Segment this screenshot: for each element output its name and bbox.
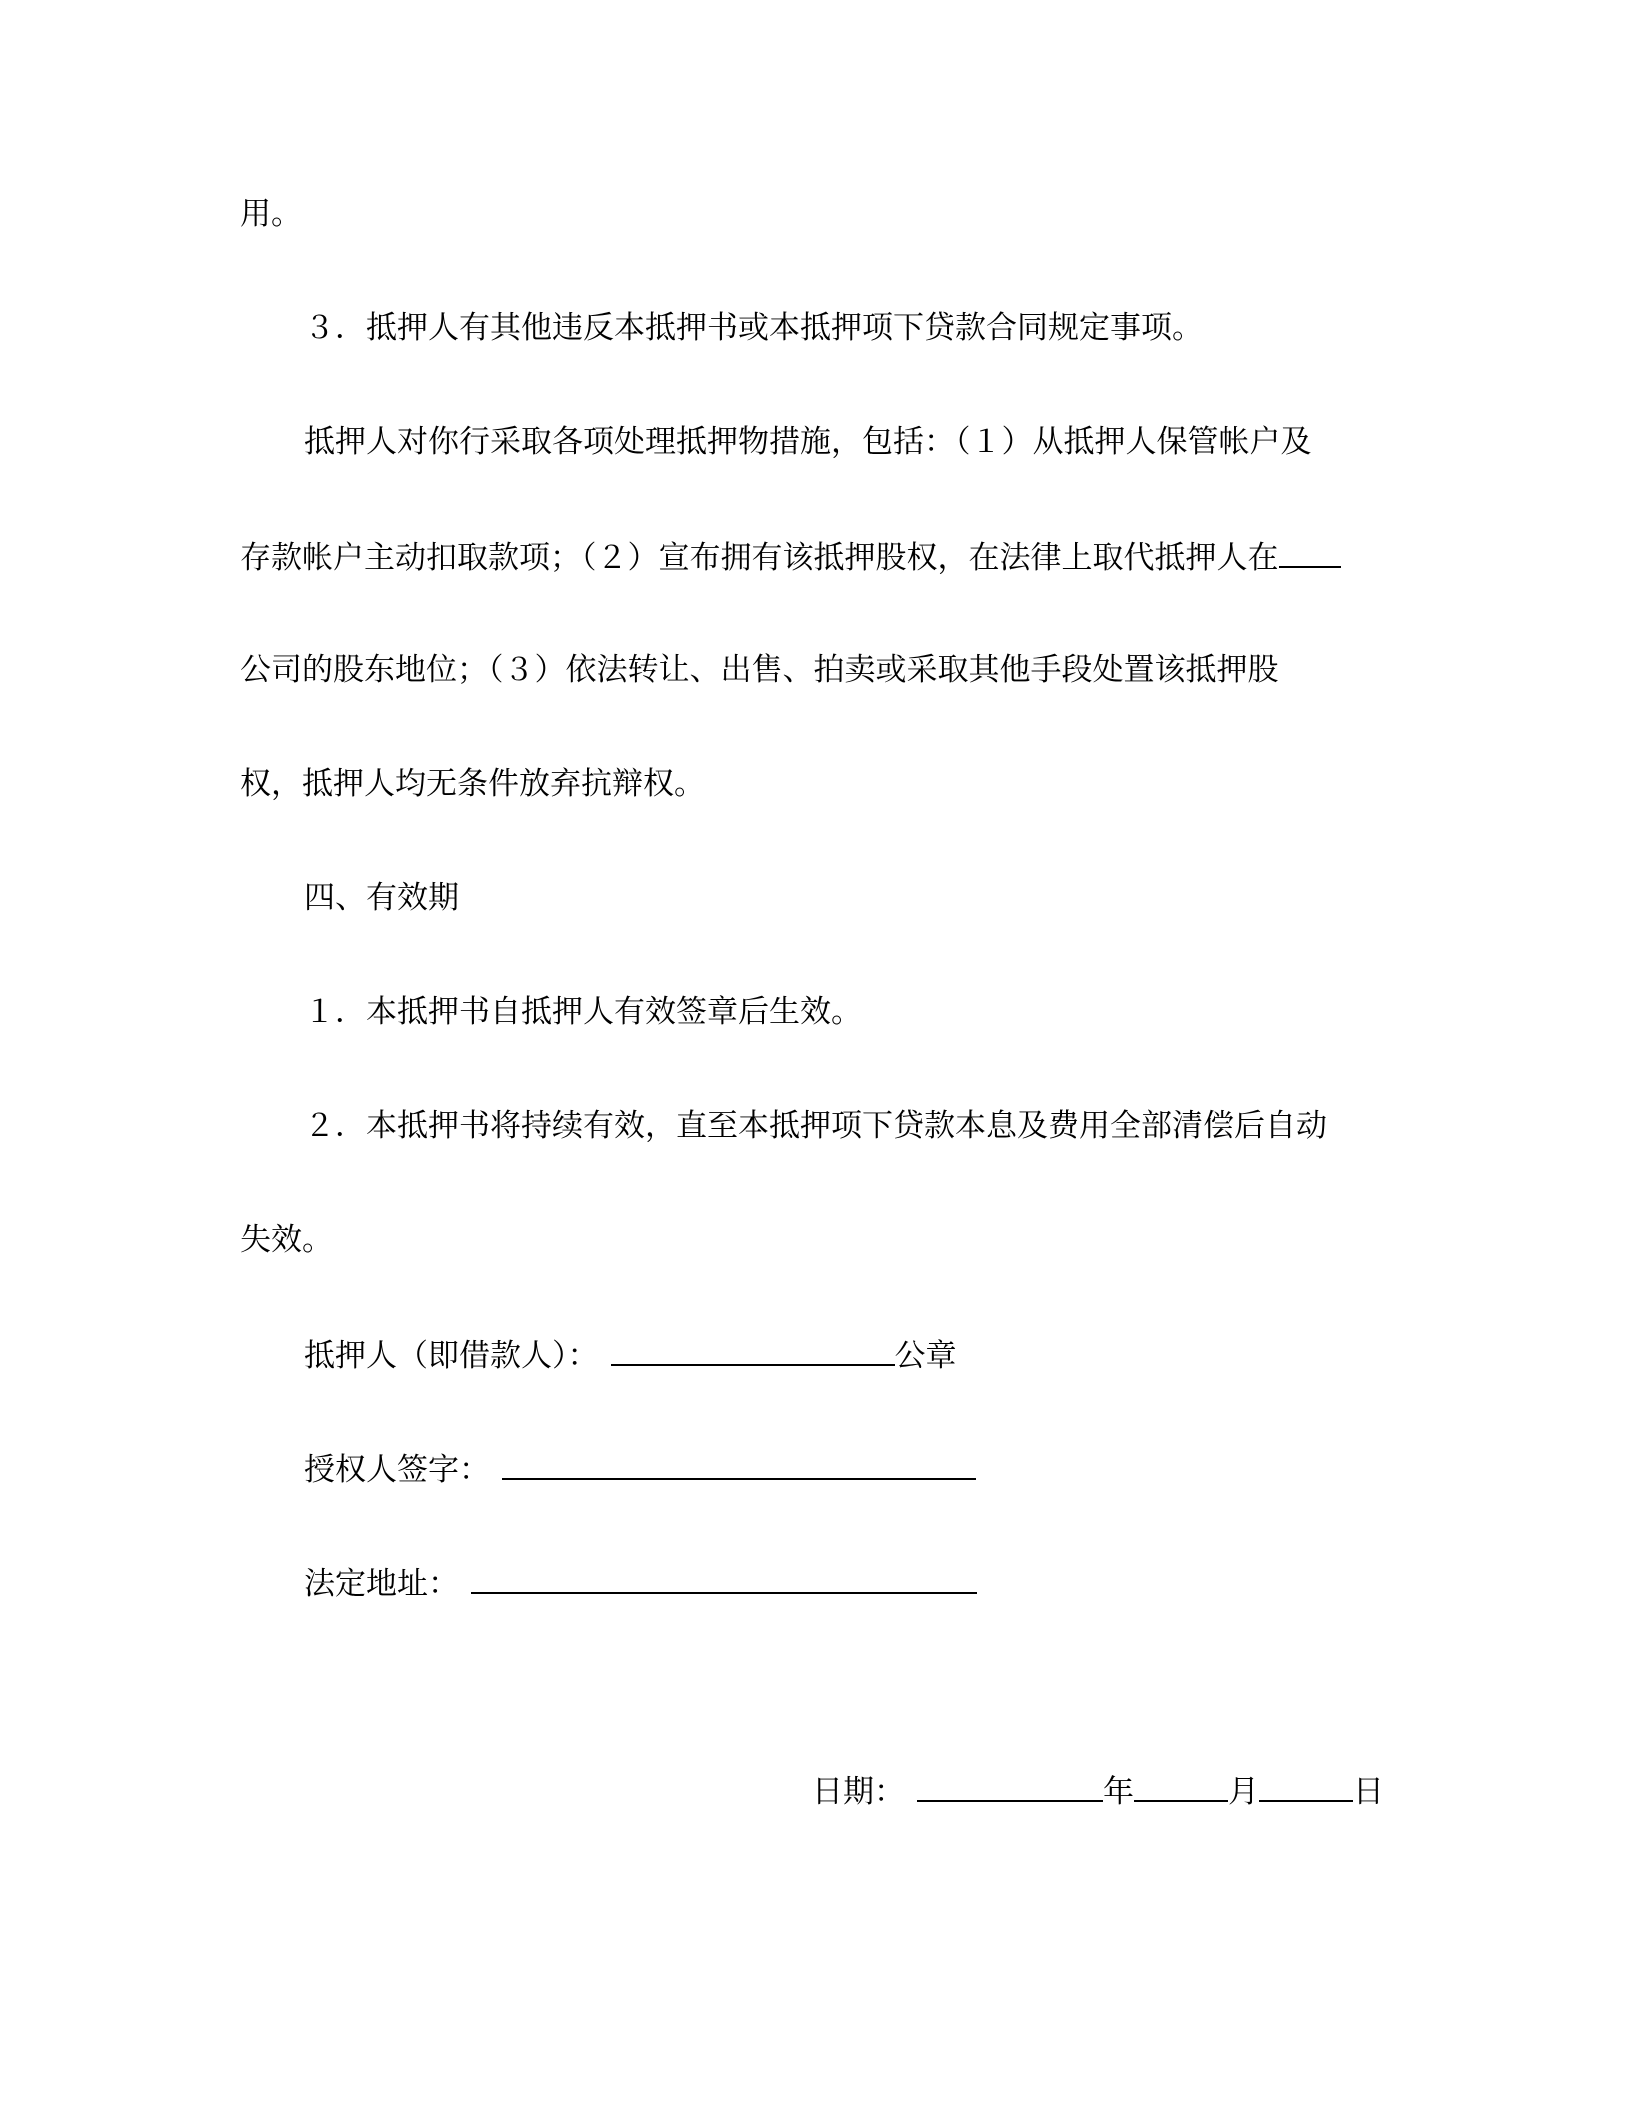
paragraph-line: ２．本抵押书将持续有效，直至本抵押项下贷款本息及费用全部清偿后自动 xyxy=(304,1108,1327,1144)
section-heading: 四、有效期 xyxy=(304,880,459,916)
address-row xyxy=(304,1562,977,1604)
authorized-signature-blank[interactable] xyxy=(502,1448,976,1480)
paragraph-line: １．本抵押书自抵押人有效签章后生效。 xyxy=(304,994,862,1030)
seal-label: 公章 xyxy=(894,1338,957,1374)
month-label: 月 xyxy=(1228,1774,1259,1810)
paragraph-line: 失效。 xyxy=(240,1222,333,1258)
address-label: 法定地址： xyxy=(304,1566,459,1602)
mortgagor-label: 抵押人（即借款人）： xyxy=(304,1338,599,1374)
company-name-blank[interactable] xyxy=(1279,536,1341,568)
authorized-label: 授权人签字： xyxy=(304,1452,490,1488)
paragraph-line xyxy=(240,536,1341,578)
paragraph-line: 权，抵押人均无条件放弃抗辩权。 xyxy=(240,766,705,802)
mortgagor-signature-blank[interactable] xyxy=(611,1334,895,1366)
authorized-signature-row xyxy=(304,1448,976,1490)
month-blank[interactable] xyxy=(1134,1770,1228,1802)
date-row xyxy=(812,1770,1384,1812)
paragraph-line: 公司的股东地位；（３）依法转让、出售、拍卖或采取其他手段处置该抵押股 xyxy=(240,652,1279,688)
paragraph-line: 抵押人对你行采取各项处理抵押物措施，包括：（１）从抵押人保管帐户及 xyxy=(304,424,1312,460)
date-label: 日期： xyxy=(812,1774,905,1810)
paragraph-text: 存款帐户主动扣取款项；（２）宣布拥有该抵押股权，在法律上取代抵押人在 xyxy=(240,540,1279,576)
day-label: 日 xyxy=(1353,1774,1384,1810)
mortgagor-signature-row xyxy=(304,1334,957,1376)
day-blank[interactable] xyxy=(1259,1770,1353,1802)
address-blank[interactable] xyxy=(471,1562,977,1594)
paragraph-line: 用。 xyxy=(240,196,302,232)
year-label: 年 xyxy=(1103,1774,1134,1810)
year-blank[interactable] xyxy=(917,1770,1103,1802)
paragraph-line: ３．抵押人有其他违反本抵押书或本抵押项下贷款合同规定事项。 xyxy=(304,310,1203,346)
